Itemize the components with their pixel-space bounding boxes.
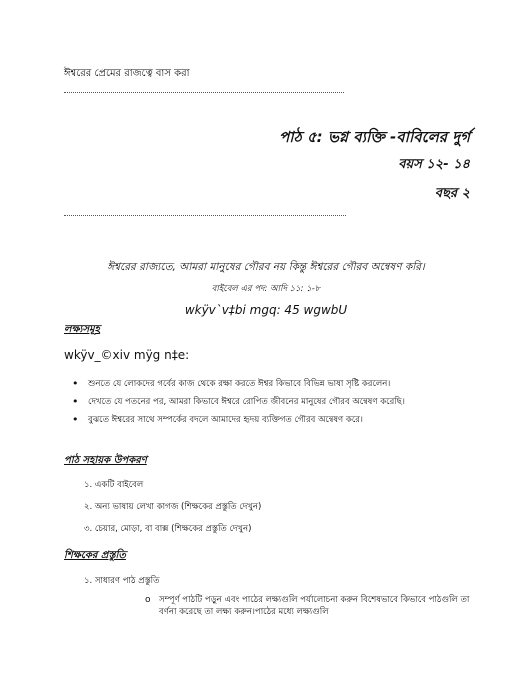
objectives-list xyxy=(72,378,472,432)
dotted-divider xyxy=(64,215,346,216)
list-item: • দেখতে যে পতনের পর, আমরা কিভাবে ঈশ্বরে রোপিত জীবনের মানুষের গৌরব অন্বেষণ করেছি। xyxy=(72,396,472,408)
objectives-intro: wkÿv_©xiv mÿg n‡e: xyxy=(64,348,190,362)
bible-verse: বাইবেল এর পদ: আদি ১১: ১-৮ xyxy=(211,284,321,294)
age-range: বয়স ১২- ১৪ xyxy=(398,157,470,172)
material-item: ২. অন্য ভাষায় লেখা কাগজ (শিক্ষকের প্রস্তুতি দেখুন) xyxy=(84,502,262,512)
material-item: ১. একটি বাইবেল xyxy=(84,480,144,490)
teacher-prep-heading: শিক্ষকের প্রস্তুতি xyxy=(64,550,126,561)
objectives-heading: লক্ষ্যসমূহ xyxy=(64,324,100,335)
materials-heading: পাঠ সহায়ক উপকরণ xyxy=(64,455,147,466)
list-item: • শুনতে যে লোকদের গর্বের কাজ থেকে রক্ষা করতে ঈশ্বর কিভাবে বিভিন্ন ভাষা সৃষ্টি করলেন। xyxy=(72,378,472,390)
document-header: ঈশ্বরের প্রেমের রাজত্বে বাস করা xyxy=(64,68,190,79)
list-item: • বুঝতে ঈশ্বরের সাথে সম্পর্কের বদলে আমাদের হৃদয় ব্যক্তিগত গৌরব অন্বেষণ করে। xyxy=(72,414,472,426)
circle-bullet-icon: o xyxy=(145,595,151,605)
teacher-prep-item: ১. সাধারণ পাঠ প্রস্তুতি xyxy=(84,576,160,586)
teaching-time: wkÿv`v‡bi mgq: 45 wgwbU xyxy=(184,303,348,317)
year-label: বছর ২ xyxy=(434,186,470,201)
teacher-prep-subitem-text: সম্পূর্ণ পাঠটি পড়ুন এবং পাঠের লক্ষ্যগুলি পর্যালোচনা করুন বিশেষভাবে কিভাবে পাঠগুলি তা বর্ণনা করেছে তা লক্ষ্য করুন।পাঠের মধ্যে লক্ষ্যগুলি xyxy=(159,595,470,617)
lesson-title: পাঠ ৫: ভগ্ন ব্যক্তি -বাবিলের দুর্গ xyxy=(279,128,470,146)
material-item: ৩. চেয়ার, মোড়া, বা বাক্স (শিক্ষকের প্রস্তুতি দেখুন) xyxy=(84,524,252,534)
lesson-theme: ঈশ্বরের রাজ্যতে, আমরা মানুষের গৌরব নয় কিন্তু ঈশ্বরের গৌরব অন্বেষণ করি। xyxy=(107,261,425,273)
teacher-prep-subitem xyxy=(145,594,485,618)
dotted-divider xyxy=(64,92,344,93)
